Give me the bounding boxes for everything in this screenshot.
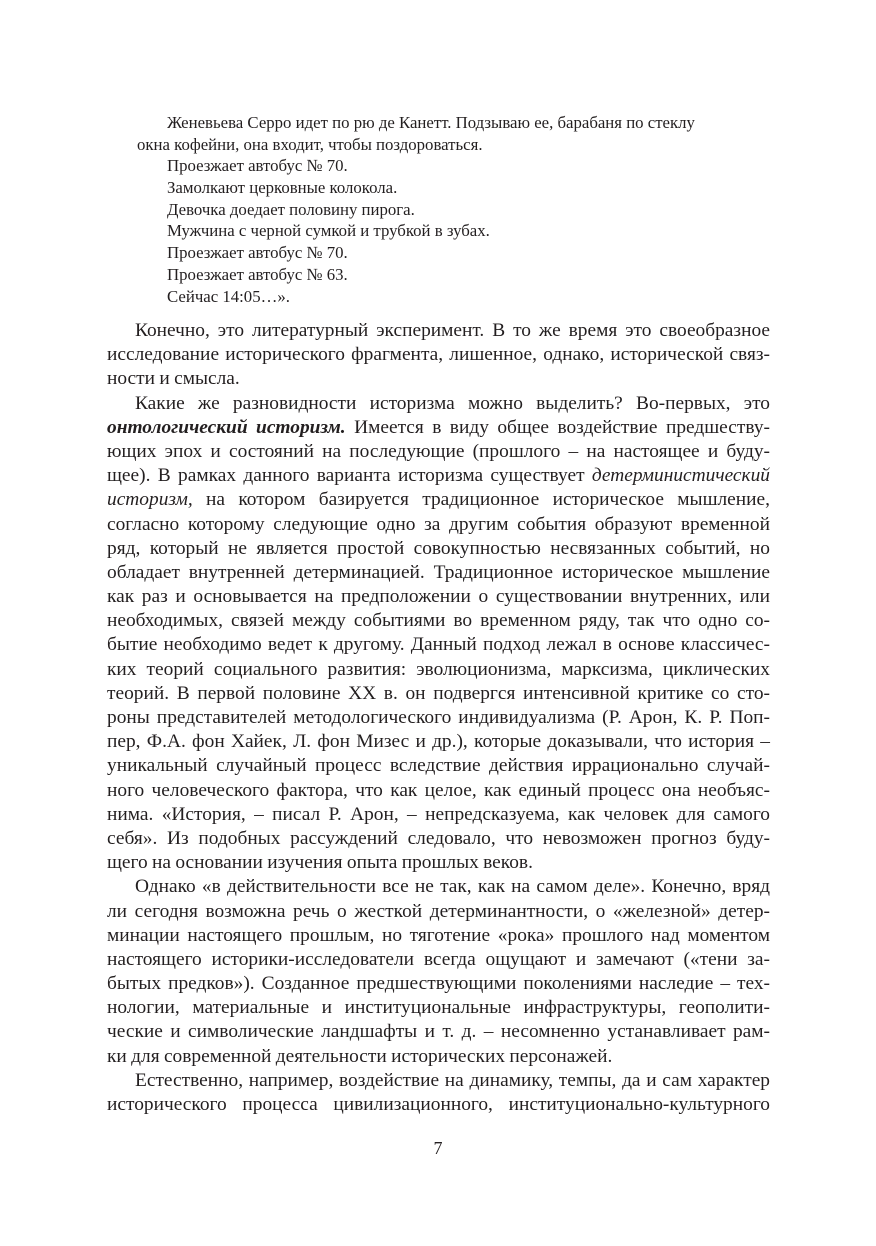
paragraph-line: как раз и основывается на предположении о существовании внутренних, или [107,586,770,608]
paragraph-text: на котором базируется традиционное историческое мышление, [192,489,770,511]
paragraph-line: щего на основании изучения опыта прошлых веков. [107,852,533,874]
quote-line: окна кофейни, она входит, чтобы поздороваться. [137,134,483,154]
paragraph-line: нима. «История, – писал Р. Арон, – непредсказуема, как человек для самого [107,803,770,825]
paragraph-line: ких теорий социального развития: эволюционизма, марксизма, циклических [107,658,770,680]
paragraph-line: теорий. В первой половине XX в. он подвергся интенсивной критике со сто- [107,682,770,704]
quote-line: Сейчас 14:05…». [167,286,290,306]
paragraph-line: ли сегодня возможна речь о жесткой детерминантности, о «железной» детер- [107,900,770,922]
paragraph-line: уникальный случайный процесс вследствие действия иррационально случай- [107,755,770,777]
paragraph-line: бытых предков»). Созданное предшествующими поколениями наследие – тех- [107,973,770,995]
paragraph-line [107,488,770,512]
quote-line: Проезжает автобус № 70. [167,243,348,263]
paragraph-line: Однако «в действительности все не так, как на самом деле». Конечно, вряд [135,876,770,898]
paragraph-line: ного человеческого фактора, что как целое, как единый процесс она необъяс- [107,779,770,801]
quote-line: Девочка доедает половину пирога. [167,199,415,219]
paragraph-line: исследование исторического фрагмента, лишенное, однако, исторической связ- [107,344,770,366]
paragraph-line: пер, Ф.А. фон Хайек, Л. фон Мизес и др.), которые доказывали, что история – [107,731,770,753]
paragraph-line: исторического процесса цивилизационного, институционально-культурного [107,1094,770,1115]
paragraph-line [107,416,770,440]
quote-line: Проезжает автобус № 70. [167,156,348,176]
paragraph-line: ки для современной деятельности исторических персонажей. [107,1045,613,1067]
paragraph-line: настоящего историки-исследователи всегда ощущают и замечают («тени за- [107,948,770,970]
term-deterministic: детерминистический [591,465,770,487]
paragraph-line: роны представителей методологического индивидуализма (Р. Арон, К. Р. Поп- [107,707,770,728]
body-text [107,319,770,1117]
quoted-passage [137,112,772,307]
term-historicism: историзм, [107,489,193,511]
paragraph-text: Имеется в виду общее воздействие предшеству- [345,416,770,438]
quote-line: Замолкают церковные колокола. [167,178,398,198]
page-number: 7 [433,1138,443,1158]
paragraph-line: согласно которому следующие одно за другим события образуют временной [107,513,770,535]
quote-line: Проезжает автобус № 63. [167,264,348,284]
paragraph-line: ряд, который не является простой совокупностью несвязанных событий, но [107,537,770,559]
paragraph-line: ности и смысла. [107,368,240,390]
paragraph-text: щее). В рамках данного варианта историзма существует [107,465,592,487]
paragraph-line: Конечно, это литературный эксперимент. В то же время это своеобразное [135,320,770,341]
paragraph-line: Естественно, например, воздействие на динамику, темпы, да и сам характер [135,1069,770,1091]
paragraph-line: бытие необходимо ведет к другому. Данный подход лежал в основе классичес- [107,634,770,656]
paragraph-line: Какие же разновидности историзма можно выделить? Во-первых, это [135,392,770,414]
paragraph-line: ющих эпох и состояний на последующие (прошлого – на настоящее и буду- [107,440,770,462]
paragraph-line: ческие и символические ландшафты и т. д. – несомненно устанавливает рам- [107,1021,770,1043]
paragraph-line: нологии, материальные и институциональные инфраструктуры, геополити- [107,997,770,1019]
quote-line: Женевьева Серро идет по рю де Канетт. Подзываю ее, барабаня по стеклу [167,113,695,132]
paragraph-line: необходимых, связей между событиями во временном ряду, так что одно со- [107,610,770,632]
paragraph-line: минации настоящего прошлым, но тяготение «рока» прошлого над моментом [107,924,770,946]
quote-line: Мужчина с черной сумкой и трубкой в зубах. [167,221,490,241]
paragraph-line: себя». Из подобных рассуждений следовало, что невозможен прогноз буду- [107,827,770,849]
term-ontological-historicism: онтологический историзм. [107,416,346,438]
paragraph-line [107,464,770,488]
paragraph-line: обладает внутренней детерминацией. Традиционное историческое мышление [107,561,770,583]
